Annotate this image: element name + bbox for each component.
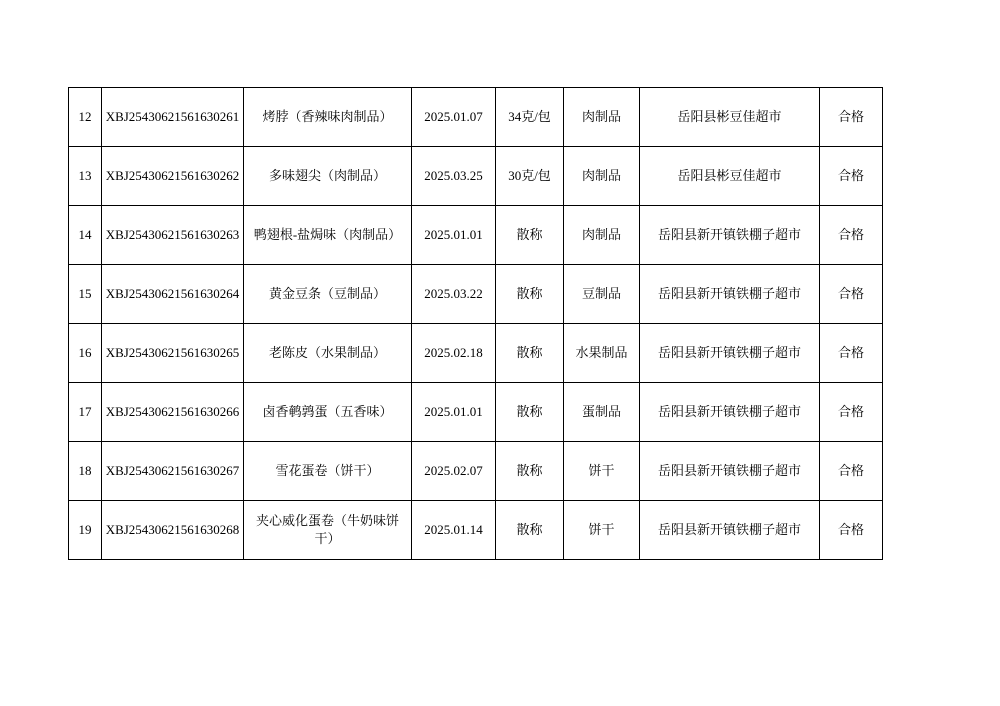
production-date-cell: 2025.01.01 [412,206,496,265]
table-row [69,383,883,442]
table-row [69,206,883,265]
sampled-unit-cell: 岳阳县新开镇铁棚子超市 [640,442,820,501]
production-date-cell: 2025.02.18 [412,324,496,383]
sampled-unit-cell: 岳阳县彬豆佳超市 [640,147,820,206]
sample-name-cell: 烤脖（香辣味肉制品） [244,88,412,147]
inspection-result-cell: 合格 [820,324,883,383]
specification-cell: 散称 [496,324,564,383]
sampling-code-cell: XBJ25430621561630267 [102,442,244,501]
sample-name-cell: 雪花蛋卷（饼干） [244,442,412,501]
production-date-cell: 2025.02.07 [412,442,496,501]
inspection-results-table-wrapper [68,87,882,560]
sampling-code-cell: XBJ25430621561630262 [102,147,244,206]
table-body [69,88,883,560]
table-row [69,88,883,147]
inspection-result-cell: 合格 [820,265,883,324]
food-category-cell: 肉制品 [564,88,640,147]
inspection-result-cell: 合格 [820,383,883,442]
inspection-result-cell: 合格 [820,442,883,501]
sampled-unit-cell: 岳阳县新开镇铁棚子超市 [640,383,820,442]
food-category-cell: 蛋制品 [564,383,640,442]
sample-name-cell: 黄金豆条（豆制品） [244,265,412,324]
specification-cell: 散称 [496,442,564,501]
sample-name-cell: 夹心威化蛋卷（牛奶味饼干） [244,501,412,560]
sampling-code-cell: XBJ25430621561630266 [102,383,244,442]
production-date-cell: 2025.01.14 [412,501,496,560]
food-category-cell: 豆制品 [564,265,640,324]
sampled-unit-cell: 岳阳县彬豆佳超市 [640,88,820,147]
row-index-cell: 15 [69,265,102,324]
sample-name-cell: 老陈皮（水果制品） [244,324,412,383]
row-index-cell: 18 [69,442,102,501]
food-category-cell: 饼干 [564,501,640,560]
sampling-code-cell: XBJ25430621561630268 [102,501,244,560]
food-category-cell: 饼干 [564,442,640,501]
production-date-cell: 2025.01.01 [412,383,496,442]
specification-cell: 30克/包 [496,147,564,206]
sampled-unit-cell: 岳阳县新开镇铁棚子超市 [640,324,820,383]
inspection-results-table [68,87,883,560]
row-index-cell: 19 [69,501,102,560]
specification-cell: 34克/包 [496,88,564,147]
row-index-cell: 16 [69,324,102,383]
production-date-cell: 2025.03.25 [412,147,496,206]
specification-cell: 散称 [496,383,564,442]
inspection-result-cell: 合格 [820,501,883,560]
row-index-cell: 17 [69,383,102,442]
inspection-result-cell: 合格 [820,88,883,147]
row-index-cell: 14 [69,206,102,265]
sample-name-cell: 多味翅尖（肉制品） [244,147,412,206]
sampled-unit-cell: 岳阳县新开镇铁棚子超市 [640,206,820,265]
table-row [69,147,883,206]
row-index-cell: 12 [69,88,102,147]
food-category-cell: 肉制品 [564,206,640,265]
sample-name-cell: 卤香鹌鹑蛋（五香味） [244,383,412,442]
specification-cell: 散称 [496,206,564,265]
sample-name-cell: 鸭翅根-盐焗味（肉制品） [244,206,412,265]
sampled-unit-cell: 岳阳县新开镇铁棚子超市 [640,501,820,560]
inspection-result-cell: 合格 [820,147,883,206]
sampling-code-cell: XBJ25430621561630264 [102,265,244,324]
specification-cell: 散称 [496,501,564,560]
row-index-cell: 13 [69,147,102,206]
sampled-unit-cell: 岳阳县新开镇铁棚子超市 [640,265,820,324]
production-date-cell: 2025.01.07 [412,88,496,147]
food-category-cell: 水果制品 [564,324,640,383]
food-category-cell: 肉制品 [564,147,640,206]
sampling-code-cell: XBJ25430621561630261 [102,88,244,147]
production-date-cell: 2025.03.22 [412,265,496,324]
table-row [69,501,883,560]
table-row [69,442,883,501]
sampling-code-cell: XBJ25430621561630263 [102,206,244,265]
table-row [69,265,883,324]
sampling-code-cell: XBJ25430621561630265 [102,324,244,383]
specification-cell: 散称 [496,265,564,324]
table-row [69,324,883,383]
inspection-result-cell: 合格 [820,206,883,265]
